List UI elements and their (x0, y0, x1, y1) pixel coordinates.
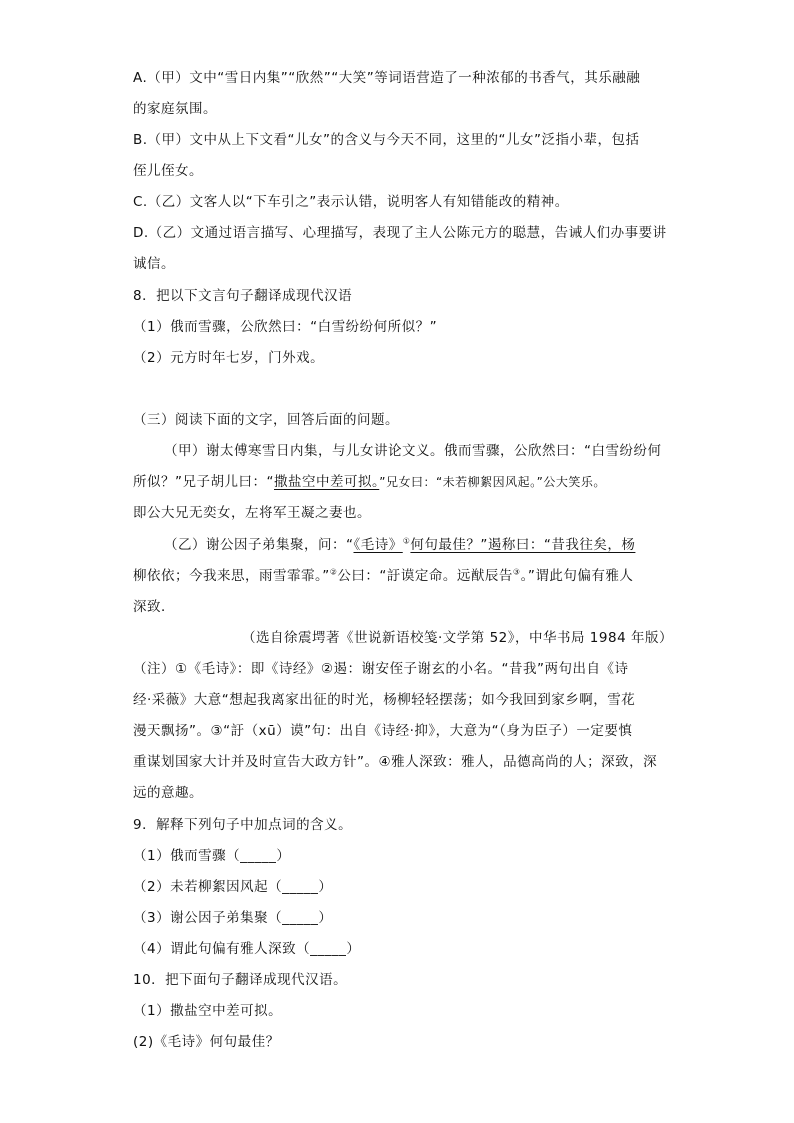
q10-title: 10．把下面句子翻译成现代汉语。 (133, 972, 348, 988)
note-line4: 重谋划国家大计并及时宣告大政方针”。④雅人深致：雅人，品德高尚的人；深致，深 (133, 754, 658, 770)
underlined-question: 何句最佳？”遏称曰：“昔我往矣，杨 (410, 537, 636, 553)
q10-item-1: （1）撒盐空中差可拟。 (133, 1003, 283, 1019)
passage-yi-text: 柳依依；今我来思，雨雪霏霏。” (133, 568, 330, 584)
passage-jia-line1: （甲）谢太傅寒雪日内集，与儿女讲论文义。俄而雪骤，公欣然曰：“白雪纷纷何 (164, 443, 662, 459)
passage-yi-line1 (164, 535, 635, 555)
passage-jia-line2 (133, 472, 606, 492)
passage-yi-text: 。”谓此句偏有雅人 (520, 568, 634, 584)
passage-yi-text: 公曰：“訏谟定命。远猷辰告 (337, 568, 513, 584)
passage-yi-line3: 深致． (133, 599, 175, 615)
option-a-line1: A.（甲）文中“雪日内集”“欣然”“大笑”等词语营造了一种浓郁的书香气，其乐融融 (133, 70, 641, 86)
q9-title: 9．解释下列句子中加点词的含义。 (133, 817, 353, 833)
option-d-line1: D.（乙）文通过语言描写、心理描写，表现了主人公陈元方的聪慧，告诫人们办事要讲 (133, 225, 667, 241)
note-line5: 远的意趣。 (133, 785, 203, 801)
q9-item-3: （3）谢公因子弟集聚（_____） (133, 910, 333, 926)
note-line2: 经·采薇》大意“想起我离家出征的时光，杨柳轻轻摆荡；如今我回到家乡啊，雪花 (133, 692, 636, 708)
q9-item-2: （2）未若柳絮因风起（_____） (133, 879, 333, 895)
footnote-marker: ① (402, 536, 411, 546)
option-b-line1: B.（甲）文中从上下文看“儿女”的含义与今天不同，这里的“儿女”泛指小辈，包括 (133, 132, 640, 148)
q8-sentence-2: （2）元方时年七岁，门外戏。 (133, 350, 325, 366)
underlined-phrase: 撒盐空中差可拟。 (274, 474, 380, 490)
option-d-line2: 诚信。 (133, 256, 175, 272)
section3-heading: （三）阅读下面的文字，回答后面的问题。 (133, 412, 399, 428)
q10-item-2: (2)《毛诗》何句最佳？ (133, 1034, 280, 1050)
underlined-title: 《毛诗》 (353, 537, 403, 553)
q9-item-1: （1）俄而雪骤（_____） (133, 848, 291, 864)
passage-yi-text: （乙）谢公因子弟集聚，问：“ (164, 537, 354, 553)
passage-jia-text: 所似？”兄子胡儿曰：“ (133, 474, 274, 490)
option-c-line1: C.（乙）文客人以“下车引之”表示认错，说明客人有知错能改的精神。 (133, 194, 569, 210)
option-a-line2: 的家庭氛围。 (133, 101, 217, 117)
note-line3: 漫天飘扬”。③“訏（xū）谟”句：出自《诗经·抑》，大意为“（身为臣子）一定要慎 (133, 723, 633, 739)
option-b-line2: 侄儿侄女。 (133, 163, 203, 179)
q9-item-4: （4）谓此句偏有雅人深致（_____） (133, 941, 361, 957)
footnote-marker: ② (329, 567, 338, 577)
footnote-marker: ③ (512, 567, 521, 577)
note-line1: （注）①《毛诗》：即《诗经》②遏：谢安侄子谢玄的小名。“昔我”两句出自《诗 (133, 661, 629, 677)
source-citation: （选自徐震堮著《世说新语校笺·文学第 52》，中华书局 1984 年版） (242, 630, 673, 646)
passage-jia-line3: 即公大兄无奕女，左将军王凝之妻也。 (133, 505, 371, 521)
passage-jia-text: ”兄女曰：“未若柳絮因风起。”公大笑乐。 (379, 475, 606, 489)
q8-title: 8．把以下文言句子翻译成现代汉语 (133, 288, 353, 304)
q8-sentence-1: （1）俄而雪骤，公欣然曰：“白雪纷纷何所似？” (133, 319, 438, 335)
passage-yi-line2 (133, 566, 633, 586)
